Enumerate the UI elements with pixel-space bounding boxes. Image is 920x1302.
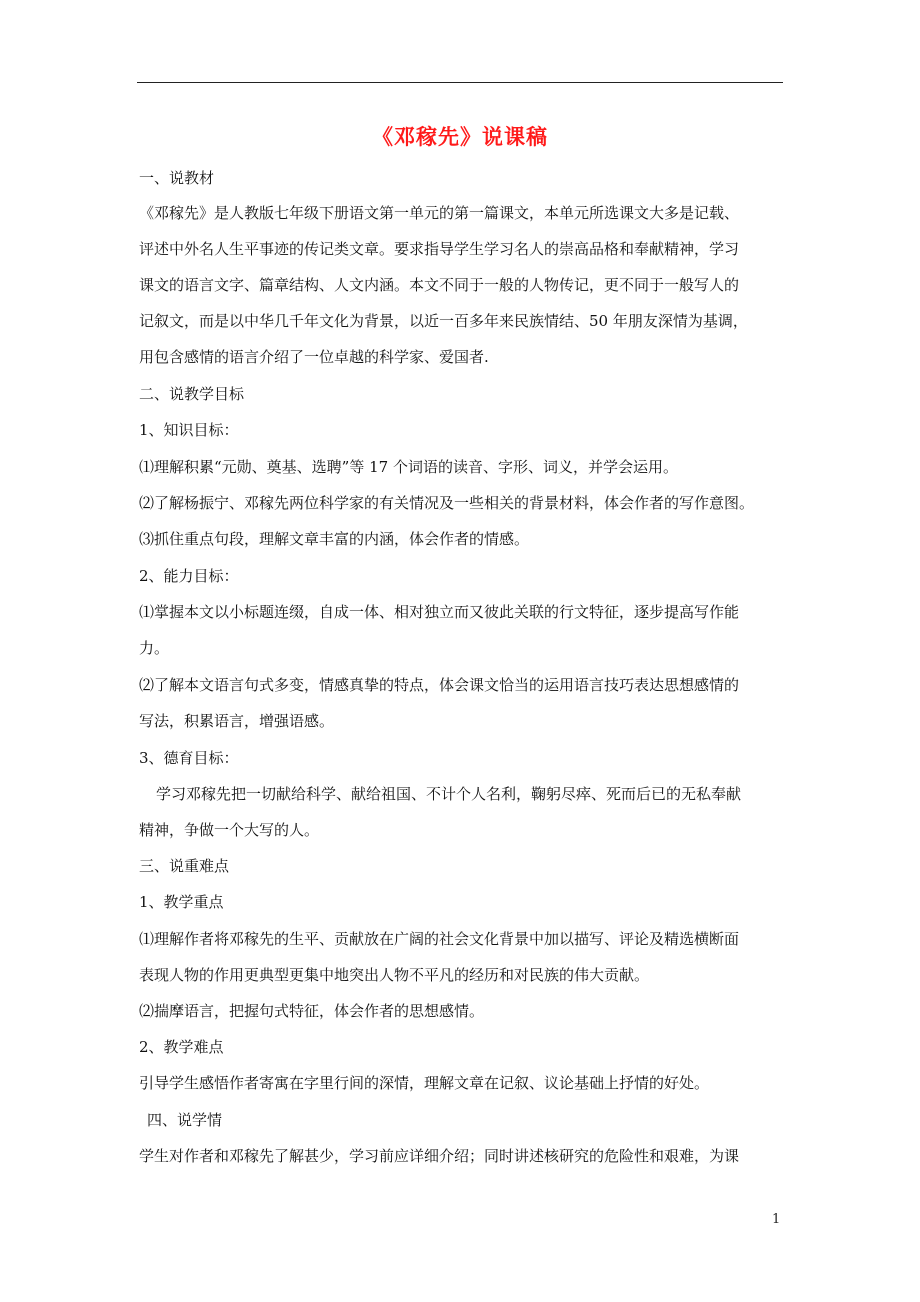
paragraph-line: 精神，争做一个大写的人。 xyxy=(139,821,320,839)
paragraph-line: 学生对作者和邓稼先了解甚少，学习前应详细介绍；同时讲述核研究的危险性和艰难，为课 xyxy=(139,1147,740,1165)
section-heading: 三、说重难点 xyxy=(139,857,230,875)
list-item: ⑶抓住重点句段，理解文章丰富的内涵，体会作者的情感。 xyxy=(139,530,530,548)
subsection-heading: 1、知识目标： xyxy=(139,421,239,439)
paragraph-line: 评述中外名人生平事迹的传记类文章。要求指导学生学习名人的崇高品格和奉献精神，学习 xyxy=(139,240,740,258)
subsection-heading: 2、教学难点 xyxy=(139,1038,224,1056)
page-number: 1 xyxy=(772,1212,781,1227)
document-title: 《邓稼先》说课稿 xyxy=(372,124,548,149)
list-item: ⑵了解杨振宁、邓稼先两位科学家的有关情况及一些相关的背景材料，体会作者的写作意图。 xyxy=(139,494,755,512)
list-item: ⑴理解作者将邓稼先的生平、贡献放在广阔的社会文化背景中加以描写、评论及精选横断面 xyxy=(139,930,740,948)
paragraph-line: 用包含感情的语言介绍了一位卓越的科学家、爱国者. xyxy=(139,348,489,366)
subsection-heading: 1、教学重点 xyxy=(139,893,224,911)
list-item: ⑵了解本文语言句式多变，情感真挚的特点，体会课文恰当的运用语言技巧表达思想感情的 xyxy=(139,676,740,694)
paragraph-line: 表现人物的作用更典型更集中地突出人物不平凡的经历和对民族的伟大贡献。 xyxy=(139,966,650,984)
section-heading: 二、说教学目标 xyxy=(139,385,245,403)
list-item: ⑵揣摩语言，把握句式特征，体会作者的思想感情。 xyxy=(139,1002,485,1020)
list-item: ⑴掌握本文以小标题连缀，自成一体、相对独立而又彼此关联的行文特征，逐步提高写作能 xyxy=(139,603,740,621)
section-heading: 四、说学情 xyxy=(147,1111,223,1129)
paragraph-line: 课文的语言文字、篇章结构、人文内涵。本文不同于一般的人物传记，更不同于一般写人的 xyxy=(139,276,740,294)
list-item: ⑴理解积累“元勋、奠基、选聘”等 17 个词语的读音、字形、词义，并学会运用。 xyxy=(139,458,678,476)
paragraph-line: 写法，积累语言，增强语感。 xyxy=(139,712,335,730)
subsection-heading: 3、德育目标： xyxy=(139,749,239,767)
header-rule xyxy=(137,82,783,83)
paragraph-line: 引导学生感悟作者寄寓在字里行间的深情，理解文章在记叙、议论基础上抒情的好处。 xyxy=(139,1074,710,1092)
paragraph-line: 记叙文，而是以中华几千年文化为背景，以近一百多年来民族情结、50 年朋友深情为基调， xyxy=(139,312,748,330)
paragraph-line: 《邓稼先》是人教版七年级下册语文第一单元的第一篇课文，本单元所选课文大多是记载、 xyxy=(139,204,740,222)
paragraph-line: 学习邓稼先把一切献给科学、献给祖国、不计个人名利，鞠躬尽瘁、死而后已的无私奉献 xyxy=(156,785,742,803)
subsection-heading: 2、能力目标： xyxy=(139,567,239,585)
section-heading: 一、说教材 xyxy=(139,169,215,187)
paragraph-line: 力。 xyxy=(139,639,170,657)
